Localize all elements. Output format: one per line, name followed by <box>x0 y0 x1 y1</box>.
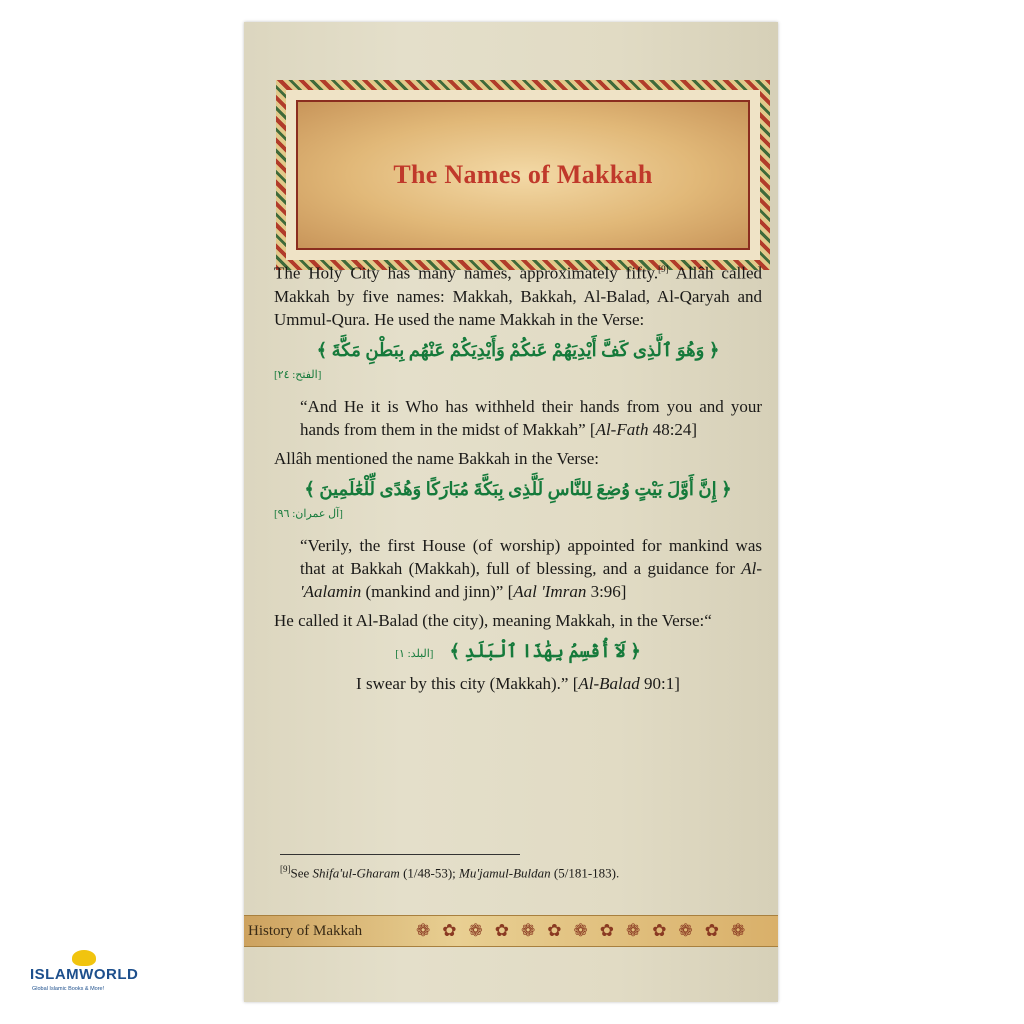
ornament-icon: ✿ <box>442 921 457 940</box>
ornament-icon: ❁ <box>416 921 431 940</box>
ornament-pattern <box>408 921 778 941</box>
verse-ref-balad: [البلد: ١] <box>395 647 434 660</box>
footnote <box>280 864 619 881</box>
term: Al-'Aalamin <box>300 558 762 601</box>
source-name: Aal 'Imran <box>513 581 587 601</box>
islamworld-logo <box>30 950 150 1000</box>
title-frame <box>276 80 770 270</box>
ornament-icon: ✿ <box>704 921 719 940</box>
footnote-marker: [9] <box>658 264 669 274</box>
title-panel <box>296 100 750 250</box>
ornament-icon: ❁ <box>468 921 483 940</box>
ornament-icon: ✿ <box>599 921 614 940</box>
translation-balad <box>274 672 762 695</box>
footnote-marker: [9] <box>280 864 291 874</box>
text: Allâh called Makkah by five names: Makkah, Bakkah, Al-Balad, Al-Qaryah and Ummul-Qura. He used the name Makkah in the Verse: <box>274 263 762 329</box>
text: See <box>290 865 313 881</box>
text: 3:96] <box>586 581 627 601</box>
verse-arabic-balad: ﴿ لَآ أُقْسِمُ بِهَٰذَا ٱلْبَلَدِ ﴾ <box>449 640 641 661</box>
logo-brand: ISLAMWORLD <box>30 966 139 983</box>
text: 90:1] <box>639 673 680 693</box>
source-name: Mu'jamul-Buldan <box>459 865 551 881</box>
verse-arabic-fath: ﴿ وَهُوَ ٱلَّذِى كَفَّ أَيْدِيَهُمْ عَنكُمْ وَأَيْدِيَكُمْ عَنْهُم بِبَطْنِ مَكَّةَ ﴾ <box>316 339 720 360</box>
source-name: Shifa'ul-Gharam <box>312 865 400 881</box>
footnote-divider <box>280 854 520 855</box>
footer-band <box>244 915 778 947</box>
ornament-icon: ❁ <box>678 921 693 940</box>
text: (1/48-53); <box>399 865 460 881</box>
running-title: History of Makkah <box>248 922 363 939</box>
source-name: Al-Fath <box>595 419 649 439</box>
verse-line-balad <box>274 640 762 666</box>
translation-fath <box>274 395 762 441</box>
ornament-icon: ❁ <box>731 921 746 940</box>
text: “Verily, the first House (of worship) appointed for mankind was that at Bakkah (Makkah), full of blessing, and a guidance for <box>300 535 762 578</box>
text: (5/181-183). <box>550 865 620 881</box>
paragraph-balad: He called it Al-Balad (the city), meaning Makkah, in the Verse:“ <box>274 610 712 630</box>
paragraph-bakkah: Allâh mentioned the name Bakkah in the Verse: <box>274 448 599 468</box>
ornament-icon: ✿ <box>652 921 667 940</box>
text: (mankind and jinn)” [ <box>361 581 514 601</box>
text: 48:24] <box>648 419 698 439</box>
text: “And He it is Who has withheld their hands from you and your hands from them in the midst of Makkah” [ <box>300 396 762 439</box>
verse-ref-imran: [آل عمران: ٩٦] <box>274 507 343 520</box>
logo-mark-icon <box>72 950 96 966</box>
ornament-icon: ❁ <box>573 921 588 940</box>
paragraph-intro <box>274 258 762 331</box>
translation-imran <box>274 534 762 603</box>
ornament-icon: ❁ <box>626 921 641 940</box>
verse-arabic-imran: ﴿ إِنَّ أَوَّلَ بَيْتٍ وُضِعَ لِلنَّاسِ لَلَّذِى بِبَكَّةَ مُبَارَكًا وَهُدًى لِّلْعَٰلَمِينَ ﴾ <box>304 478 732 499</box>
text: I swear by this city (Makkah).” [ <box>356 673 579 693</box>
book-page <box>244 22 778 1002</box>
ornament-icon: ✿ <box>494 921 509 940</box>
page-body <box>274 258 762 695</box>
verse-ref-fath: [الفتح: ٢٤] <box>274 368 322 381</box>
ornament-icon: ✿ <box>547 921 562 940</box>
source-name: Al-Balad <box>578 673 640 693</box>
logo-tagline: Global Islamic Books & More! <box>32 986 105 992</box>
ornament-icon: ❁ <box>521 921 536 940</box>
text: The Holy City has many names, approximately fifty. <box>274 263 659 283</box>
page-title: The Names of Makkah <box>393 160 653 189</box>
